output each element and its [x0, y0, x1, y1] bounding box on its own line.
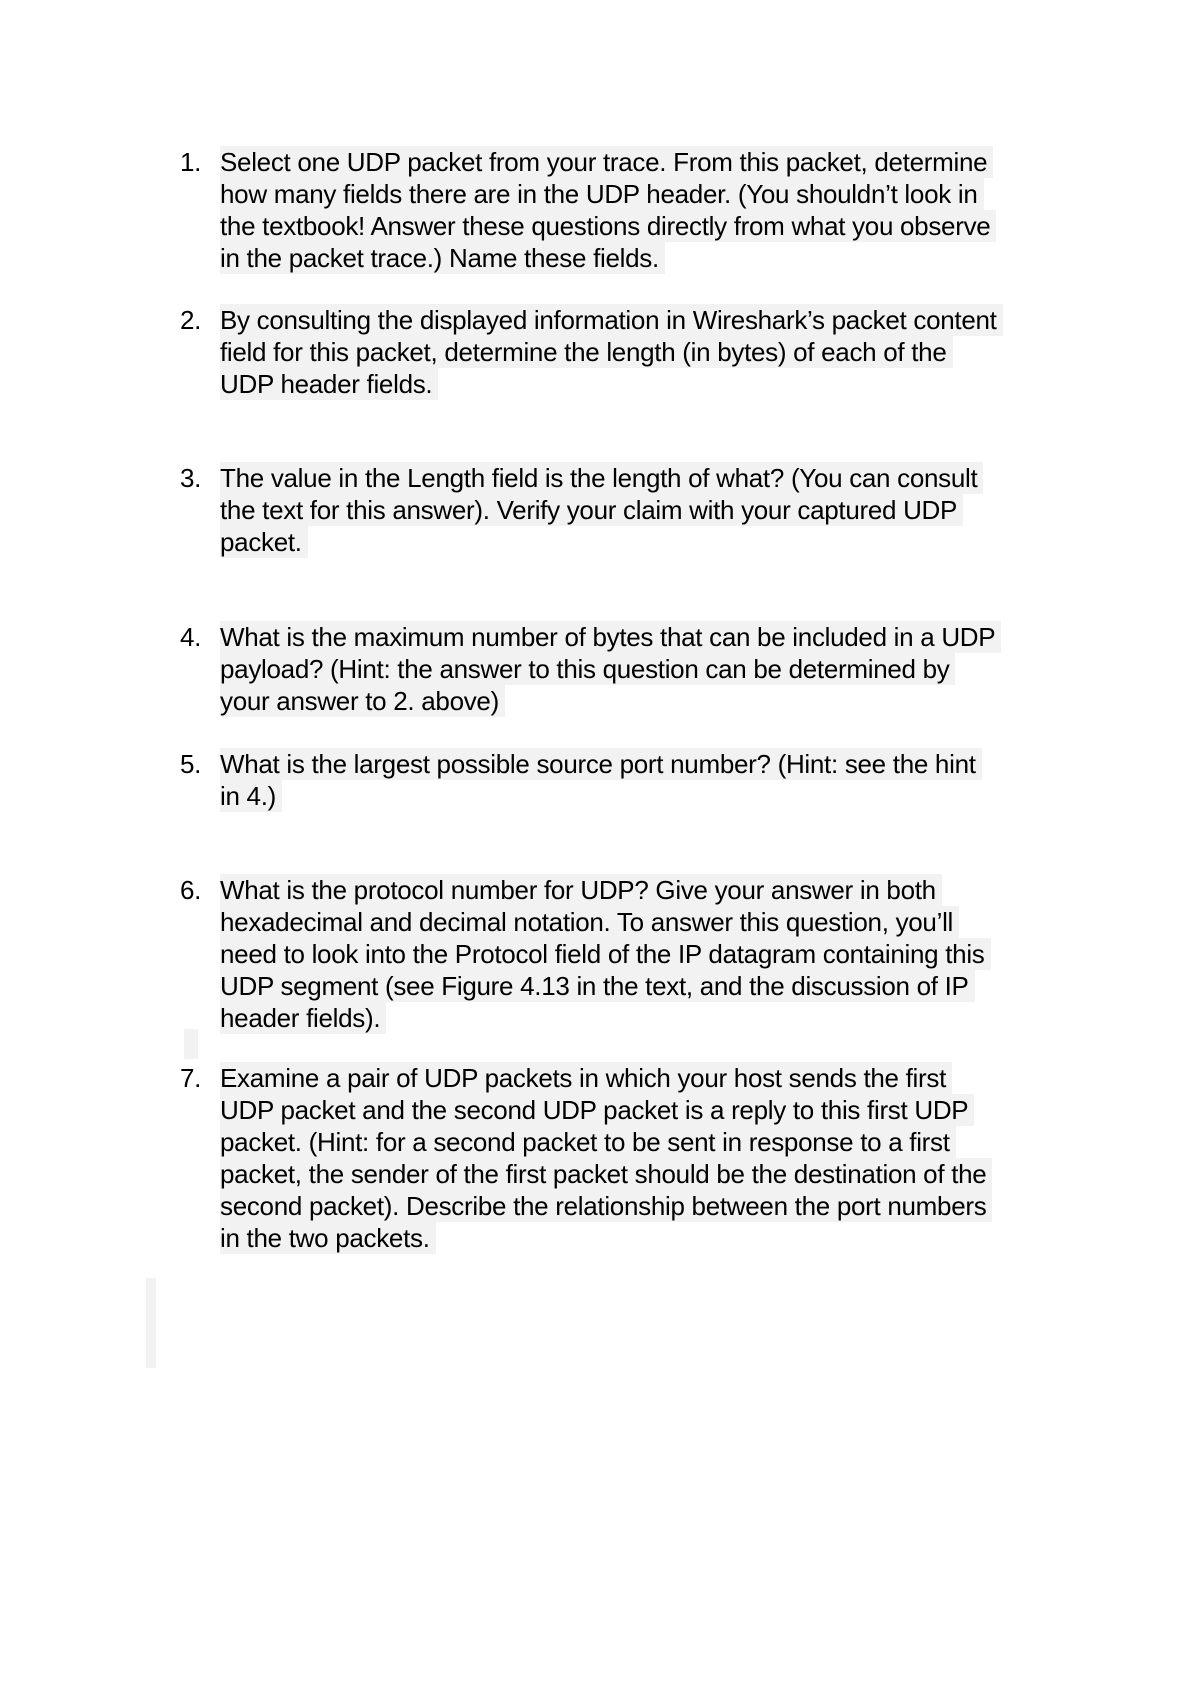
question-line: need to look into the Protocol field of the IP datagram containing this	[220, 938, 991, 970]
question-line: What is the maximum number of bytes that can be included in a UDP	[220, 621, 1001, 653]
question-text	[220, 621, 1080, 717]
empty-highlight-mark	[184, 1029, 198, 1059]
question-line: packet.	[220, 526, 308, 558]
question-line: the textbook! Answer these questions directly from what you observe	[220, 210, 996, 242]
question-3	[180, 462, 1080, 558]
question-number: 2.	[180, 305, 202, 335]
question-line: in the two packets.	[220, 1222, 436, 1254]
question-text	[220, 304, 1080, 400]
question-number: 7.	[180, 1063, 202, 1093]
question-line: UDP header fields.	[220, 368, 438, 400]
question-line: in the packet trace.) Name these fields.	[220, 242, 665, 274]
question-line: the text for this answer). Verify your claim with your captured UDP	[220, 494, 963, 526]
question-number: 3.	[180, 463, 202, 493]
question-line: field for this packet, determine the length (in bytes) of each of the	[220, 336, 953, 368]
question-2	[180, 304, 1080, 400]
question-text	[220, 874, 1080, 1034]
question-text	[220, 748, 1080, 812]
question-line: payload? (Hint: the answer to this question can be determined by	[220, 653, 955, 685]
question-number: 5.	[180, 749, 202, 779]
question-4	[180, 621, 1080, 717]
question-line: The value in the Length field is the length of what? (You can consult	[220, 462, 983, 494]
question-number: 1.	[180, 147, 202, 177]
question-line: packet, the sender of the first packet should be the destination of the	[220, 1158, 992, 1190]
question-line: What is the protocol number for UDP? Give your answer in both	[220, 874, 942, 906]
question-line: UDP packet and the second UDP packet is a reply to this first UDP	[220, 1094, 974, 1126]
question-line: second packet). Describe the relationship between the port numbers	[220, 1190, 992, 1222]
question-text	[220, 462, 1080, 558]
question-number: 6.	[180, 875, 202, 905]
question-7	[180, 1062, 1080, 1254]
question-line: By consulting the displayed information in Wireshark’s packet content	[220, 304, 1003, 336]
question-line: how many fields there are in the UDP header. (You shouldn’t look in	[220, 178, 984, 210]
question-1	[180, 146, 1080, 274]
question-line: Examine a pair of UDP packets in which your host sends the first	[220, 1062, 952, 1094]
question-text	[220, 1062, 1080, 1254]
question-line: hexadecimal and decimal notation. To answer this question, you’ll	[220, 906, 959, 938]
question-line: in 4.)	[220, 780, 282, 812]
question-line: header fields).	[220, 1002, 386, 1034]
empty-highlight-strip	[146, 1278, 156, 1368]
question-number: 4.	[180, 622, 202, 652]
question-text	[220, 146, 1080, 274]
question-line: Select one UDP packet from your trace. From this packet, determine	[220, 146, 993, 178]
question-line: your answer to 2. above)	[220, 685, 505, 717]
question-line: What is the largest possible source port number? (Hint: see the hint	[220, 748, 982, 780]
question-5	[180, 748, 1080, 812]
question-6	[180, 874, 1080, 1034]
question-line: packet. (Hint: for a second packet to be sent in response to a first	[220, 1126, 956, 1158]
question-line: UDP segment (see Figure 4.13 in the text, and the discussion of IP	[220, 970, 975, 1002]
